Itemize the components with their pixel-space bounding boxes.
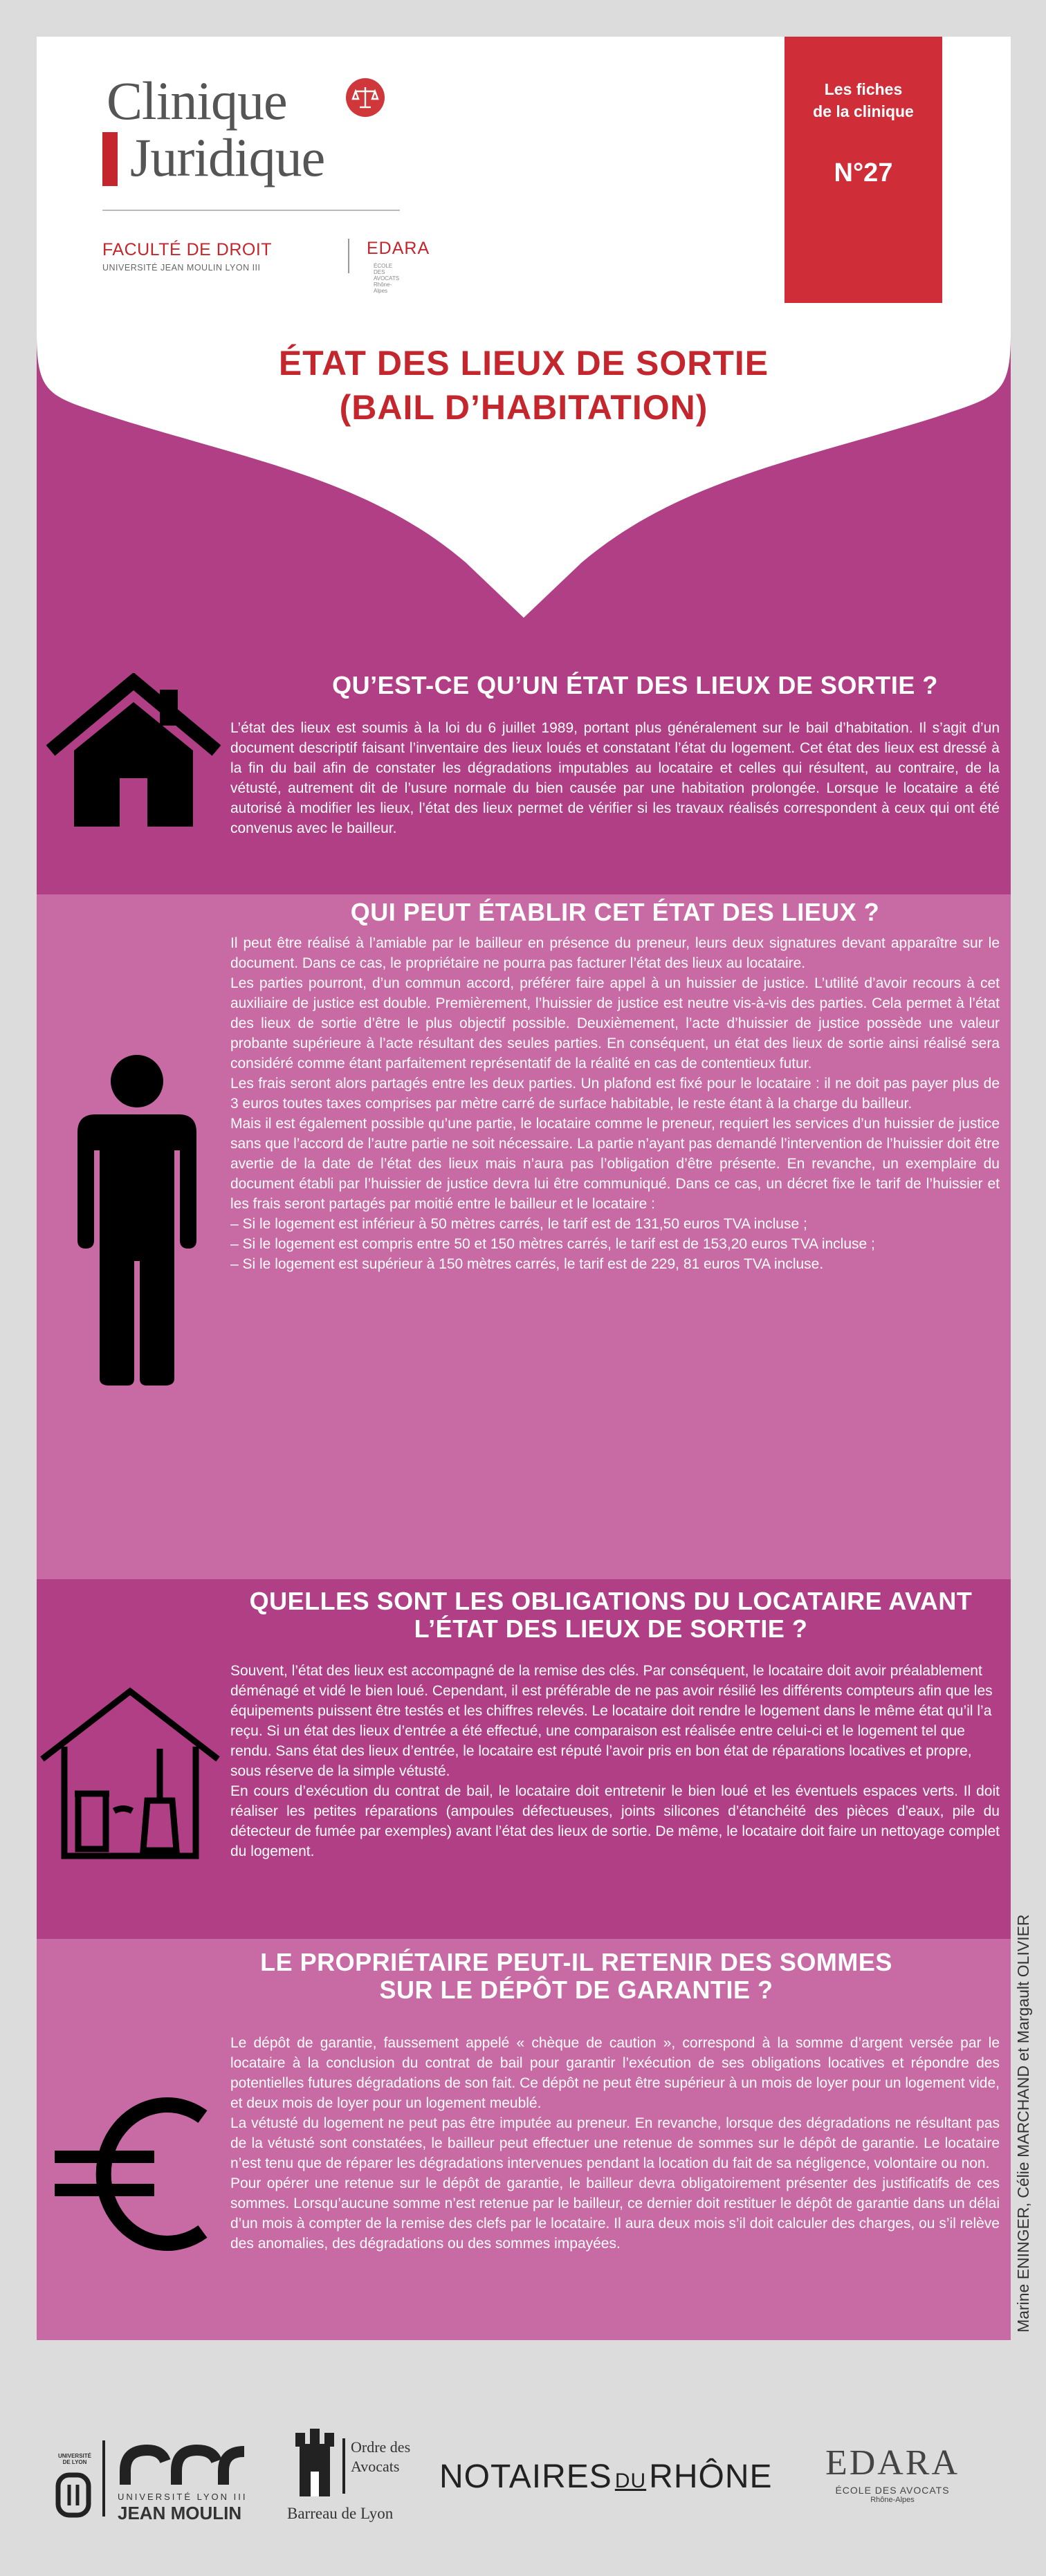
section-heading: QUI PEUT ÉTABLIR CET ÉTAT DES LIEUX ? xyxy=(350,898,880,926)
scales-icon xyxy=(346,78,385,117)
section-heading: LE PROPRIÉTAIRE PEUT-IL RETENIR DES SOMMES SUR LE DÉPÔT DE GARANTIE ? xyxy=(260,1948,892,2004)
section-body: Souvent, l’état des lieux est accompagné de la remise des clés. Par conséquent, le locataire doit avoir préalablement déménagé et vidé le bien loué. Cependant, il est préférable de ne pas avoir résilié les différents compteurs afin que les équipements puissent être testés et les chiffres relevés. Le locataire doit rendre le logement dans le même état qu’il l’a reçu. Si un état des lieux d’entrée a été effectué, une comparaison est réalisée entre celui-ci et le logement tel que rendu. Sans état des lieux d’entrée, le locataire est réputé l’avoir pris en bon état de réparations locatives et propre, sous réserve de la simple vétusté. En cours d’exécution du contrat de bail, le locataire doit entretenir le bien loué et les éventuels espaces verts. Il doit réaliser les petites réparations (ampoules défectueuses, joints silicones d’étanchéité des pièces d’eaux, pile du détecteur de fumée par exemples) avant l’état des lieux de sortie. De même, le locataire doit faire un nettoyage complet du logement. xyxy=(230,1663,1000,1859)
edara-footer-logo: EDARA ÉCOLE DES AVOCATS Rhône-Alpes xyxy=(825,2443,960,2504)
faculty-label: FACULTÉ DE DROIT xyxy=(102,240,273,259)
edara-label: EDARA xyxy=(367,239,430,258)
notaires-logo: NOTAIRES DURHÔNE xyxy=(439,2458,773,2495)
section-body: L’état des lieux est soumis à la loi du 6 juillet 1989, portant plus généralement sur le bail d’habitation. Il s’agit d’un document descriptif faisant l’inventaire des lieux loués et constatant l’état du logement. Cet état des lieux est dressé à la fin du bail afin de constater les dégradations imputables au locataire et celles qui résultent, au contraire, de la vétusté, autrement dit de l’usure normale du bien causée par une habitation prolongée. Lorsque le locataire a été autorisé à modifier les lieux, l’état des lieux permet de vérifier si les travaux réalisés correspondent à ceux qui ont été convenus avec le bailleur. xyxy=(230,720,1000,836)
university-label: UNIVERSITÉ JEAN MOULIN LYON III xyxy=(102,263,261,273)
tower-icon xyxy=(287,2423,349,2499)
page-title: ÉTAT DES LIEUX DE SORTIE (BAIL D’HABITATION) xyxy=(278,344,769,427)
tag-number: N°27 xyxy=(834,158,893,187)
euro-icon xyxy=(51,2088,217,2261)
fiche-tag xyxy=(784,37,942,303)
partners-footer xyxy=(0,2340,1046,2576)
person-icon xyxy=(75,1054,199,1386)
info-sheet: Clinique Juridique FACULTÉ DE DROIT UNIVERSITÉ JEAN MOULIN LYON III EDARA ÉCOLE DES AVOCATS Rhône-Alpes Les fiches de la clinique N°27 ÉTAT DES LIEUX DE SORTIE (BAIL D’HABITATION) QU’EST-CE QU’UN ÉTAT DES LIEUX DE SORTIE ? L’état des lieux est soumis à la loi du 6 juillet 1989, portant plus généralement sur le bail d’habitation. Il s’agit d’un document descriptif faisant l’inventaire des lieux loués et constatant l’état du logement. Cet état des lieux est dressé à la fin du bail afin de constater les dégradations imputables au locataire et celles qui résultent, au contraire, de la vétusté, autrement dit de l’usure normale du bien causée par une habitation prolongée. Lorsque le locataire a été autorisé à modifier les lieux, l’état des lieux permet de vérifier si les travaux réalisés correspondent à ceux qui ont été convenus avec le bailleur. QUI PEUT ÉTABLIR CET ÉTAT DES LIEUX ? Il peut être réalisé à l’amiable par le bailleur en présence du preneur, leurs deux signatures devant apparaître sur le document. Dans ce cas, le propriétaire ne pourra pas facturer l’état des lieux au locataire. Les parties pourront, d’un commun accord, préférer faire appel à un huissier de justice. L’utilité d’avoir recours à cet auxiliaire de justice est double. Premièrement, l’huissier de justice est neutre vis-à-vis des parties. Cela permet à l’état des lieux de sortie d’être le plus objectif possible. Deuxièmement, l’acte d’huissier de justice possède une valeur probante supérieure à l’acte résultant des seules parties. En conséquent, un état des lieux de sortie ainsi réalisé sera considéré comme étant parfaitement représentatif de la réalité en cas de contentieux futur. Les frais seront alors partagés entre les deux parties. Un plafond est fixé pour le locataire : il ne doit pas payer plus de 3 euros toutes taxes comprises par mètre carré de surface habitable, le reste étant à la charge du bailleur. Mais il est également possible qu’une partie, le locataire comme le preneur, requiert les services d’un huissier de justice sans que l’accord de l’autre partie ne soit nécessaire. La partie n’ayant pas demandé l’intervention de l’huissier doit être avertie de la date de l’état des lieux mais n’aura pas l’obligation d’être présente. En revanche, un exemplaire du document établi par l’huissier de justice devra lui être communiqué. Dans ce cas, un décret fixe le tarif de l’huissier et les frais seront partagés par moitié entre le bailleur et le locataire : – Si le logement est inférieur à 50 mètres carrés, le tarif est de 131,50 euros TVA incluse ; – Si le logement est compris entre 50 et 150 mètres carrés, le tarif est de 153,20 euros TVA incluse ; – Si le logement est supérieur à 150 mètres carrés, le tarif est de 229, 81 euros TVA incluse. QUELLES SONT LES OBLIGATIONS DU LOCATAIRE AVANT L’ÉTAT DES LIEUX DE SORTIE ? Souvent, l’état des lieux est accompagné de la remise des clés. Par conséquent, le locataire doit avoir préalablement déménagé et vidé le bien loué. Cependant, il est préférable de ne pas avoir résilié les différents compteurs afin que les équipements puissent être testés et les chiffres relevés. Le locataire doit rendre le logement dans le même état qu’il l’a reçu. Si un état des lieux d’entrée a été effectué, une comparaison est réalisée entre celui-ci et le logement tel que rendu. Sans état des lieux d’entrée, le locataire est réputé l’avoir pris en bon état de réparations locatives et propre, sous réserve de la simple vétusté. En cours d’exécution du contrat de bail, le locataire doit entretenir le bien loué et les éventuels espaces verts. Il doit réaliser les petites réparations (ampoules défectueuses, joints silicones d’étanchéité des pièces d’eaux, pile du détecteur de fumée par exemples) avant l’état des lieux de sortie. De même, le locataire doit faire un nettoyage complet du logement. LE PROPRIÉTAIRE PEUT-IL RETENIR DES SOMMES SUR LE DÉPÔT DE GARANTIE ? Le dépôt de garantie, faussement appelé « chèque de caution », correspond à la somme d’argent versée par le locataire à la conclusion du contrat de bail pour garantir l’exécution de ses obligations locatives et répondre des potentielles futures dégradations de son fait. Ce dépôt ne peut être supérieur à un mois de loyer pour un logement vide, et deux mois de loyer pour un logement meublé. La vétusté du logement ne peut pas être imputée au preneur. En revanche, lorsque des dégradations ne résultant pas de la vétusté sont constatées, le bailleur peut effectuer une retenue de sommes sur le dépôt de garantie. Le locataire n’est tenu que de réparer les dégradations intervenues pendant la location du fait de sa négligence, volontaire ou non. Pour opérer une retenue sur le dépôt de garantie, le bailleur devra obligatoirement présenter des justificatifs de ces sommes. Lorsqu’aucune somme n’est retenue par le bailleur, ce dernier doit restituer le dépôt de garantie dans un délai d’un mois à compter de la remise des clefs par le locataire. Il aura deux mois s’il doit calculer des charges, ou s’il relève des anomalies, des dégradations ou des sommes impayées. xyxy=(37,37,1011,2340)
section-who xyxy=(37,894,1011,1579)
arches-icon xyxy=(120,2443,251,2486)
authors-credit: Marine ENINGER, Célie MARCHAND et Margault OLIVIER xyxy=(1014,1914,1032,2333)
section-body: Il peut être réalisé à l’amiable par le bailleur en présence du preneur, leurs deux signatures devant apparaître sur le document. Dans ce cas, le propriétaire ne pourra pas facturer l’état des lieux au locataire. Les parties pourront, d’un commun accord, préférer faire appel à un huissier de justice. L’utilité d’avoir recours à cet auxiliaire de justice est double. Premièrement, l’huissier de justice est neutre vis-à-vis des parties. Cela permet à l’état des lieux de sortie d’être le plus objectif possible. Deuxièmement, l’acte d’huissier de justice possède une valeur probante supérieure à l’acte résultant des seules parties. En conséquent, un état des lieux de sortie ainsi réalisé sera considéré comme étant parfaitement représentatif de la réalité en cas de contentieux futur. Les frais seront alors partagés entre les deux parties. Un plafond est fixé pour le locataire : il ne doit pas payer plus de 3 euros toutes taxes comprises par mètre carré de surface habitable, le reste étant à la charge du bailleur. Mais il est également possible qu’une partie, le locataire comme le preneur, requiert les services d’un huissier de justice sans que l’accord de l’autre partie ne soit nécessaire. La partie n’ayant pas demandé l’intervention de l’huissier doit être avertie de la date de l’état des lieux mais n’aura pas l’obligation d’être présente. En revanche, un exemplaire du document établi par l’huissier de justice devra lui être communiqué. Dans ce cas, un décret fixe le tarif de l’huissier et les frais seront partagés par moitié entre le bailleur et le locataire : – Si le logement est inférieur à 50 mètres carrés, le tarif est de 131,50 euros TVA incluse ; – Si le logement est compris entre 50 et 150 mètres carrés, le tarif est de 153,20 euros TVA incluse ; – Si le logement est supérieur à 150 mètres carrés, le tarif est de 229, 81 euros TVA incluse. xyxy=(230,935,1000,1272)
house-cleaning-icon xyxy=(37,1683,223,1863)
section-what-is xyxy=(37,618,1011,894)
section-heading: QUELLES SONT LES OBLIGATIONS DU LOCATAIRE AVANT L’ÉTAT DES LIEUX DE SORTIE ? xyxy=(249,1587,973,1643)
tag-label: Les fiches de la clinique xyxy=(813,80,914,120)
barreau-logo: Ordre des Avocats Barreau de Lyon xyxy=(287,2423,419,2534)
lyon3-logo: UNIVERSITÉ DE LYON UNIVERSITÉ LYON III JEAN MOULIN xyxy=(54,2440,262,2523)
section-obligations xyxy=(37,1579,1011,1939)
house-icon xyxy=(44,673,223,832)
section-body: Le dépôt de garantie, faussement appelé « chèque de caution », correspond à la somme d’argent versée par le locataire à la conclusion du contrat de bail pour garantir l’exécution de ses obligations locatives et répondre des potentielles futures dégradations de son fait. Ce dépôt ne peut être supérieur à un mois de loyer pour un logement vide, et deux mois de loyer pour un logement meublé. La vétusté du logement ne peut pas être imputée au preneur. En revanche, lorsque des dégradations ne résultant pas de la vétusté sont constatées, le bailleur peut effectuer une retenue de sommes sur le dépôt de garantie. Le locataire n’est tenu que de réparer les dégradations intervenues pendant la location du fait de sa négligence, volontaire ou non. Pour opérer une retenue sur le dépôt de garantie, le bailleur devra obligatoirement présenter des justificatifs de ces sommes. Lorsqu’aucune somme n’est retenue par le bailleur, ce dernier doit restituer le dépôt de garantie dans un délai d’un mois à compter de la remise des clefs par le locataire. Il aura deux mois s’il doit calculer des charges, ou s’il relève des anomalies, des dégradations ou des sommes impayées. xyxy=(230,2035,1000,2252)
section-deposit xyxy=(37,1939,1011,2340)
edara-sub-label: ÉCOLE DES AVOCATS Rhône-Alpes xyxy=(374,263,400,294)
section-heading: QU’EST-CE QU’UN ÉTAT DES LIEUX DE SORTIE ? xyxy=(332,671,938,699)
